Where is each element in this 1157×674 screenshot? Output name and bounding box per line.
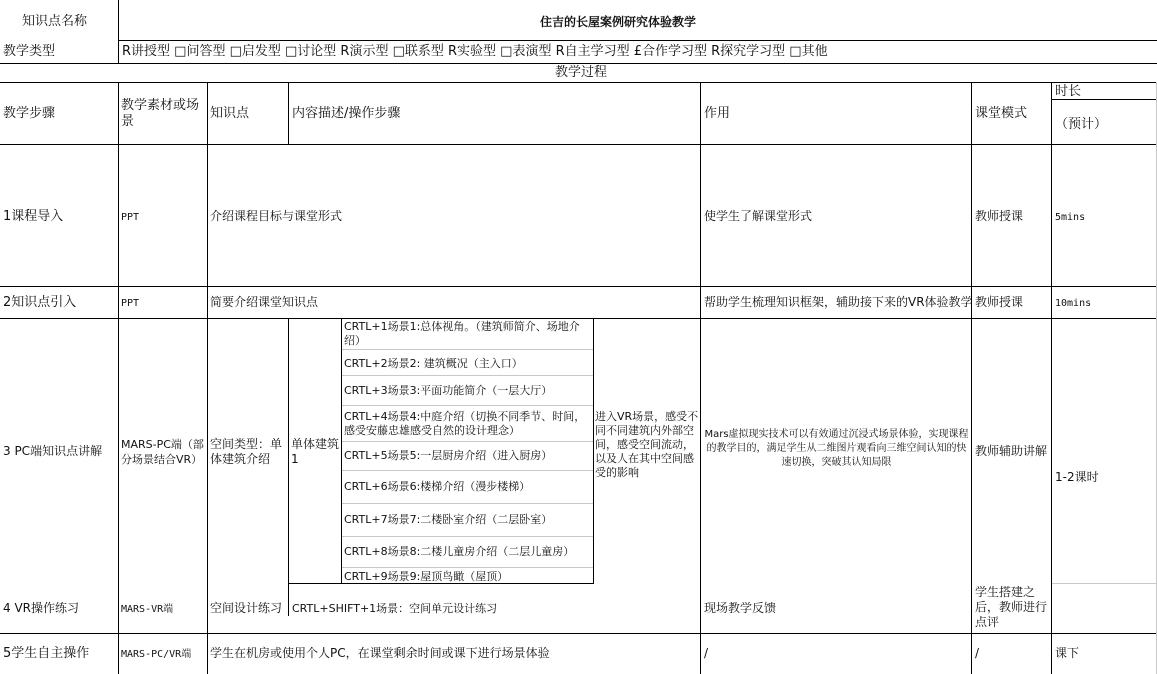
grid-line xyxy=(0,286,1157,287)
scene-item: CRTL+1场景1:总体视角。（建筑师简介、场地介绍） xyxy=(344,320,580,347)
grid-line xyxy=(288,318,289,616)
mode-cell: / xyxy=(975,646,980,660)
grid-line xyxy=(0,318,1157,319)
grid-line xyxy=(118,40,1157,41)
grid-line xyxy=(341,441,593,442)
grid-line xyxy=(118,0,119,64)
knowledge-cell: 空间设计练习 xyxy=(210,601,283,615)
scene-item: CRTL+3场景3:平面功能简介（一层大厅） xyxy=(344,384,553,397)
grid-line xyxy=(0,82,1157,83)
mode-cell: 学生搭建之后，教师进行点评 xyxy=(975,585,1048,629)
process-label: 教学过程 xyxy=(555,65,608,80)
duration-cell: 课下 xyxy=(1055,646,1080,660)
scene-item: CRTL+7场景7:二楼卧室介绍（二层卧室） xyxy=(344,513,553,526)
effect-cell: / xyxy=(704,646,709,660)
scene-note-cell: 进入VR场景，感受不同不同建筑内外部空间，感受空间流动，以及人在其中空间感受的影响 xyxy=(595,410,699,479)
effect-cell: 现场教学反馈 xyxy=(704,601,777,615)
grid-line xyxy=(971,82,972,674)
grid-line xyxy=(0,63,1157,64)
type-options: R讲授型 □问答型 □启发型 □讨论型 R演示型 □联系型 R实验型 □表演型 R自主学习型 £合作学习型 R探究学习型 □其他 xyxy=(122,44,828,59)
effect-cell: Mars虚拟现实技术可以有效通过沉浸式场景体验，实现课程的教学目的，满足学生从二维图片观看向三维空间认知的快速切换，突破其认知局限 xyxy=(704,429,969,468)
material-cell: PPT xyxy=(121,212,140,223)
effect-cell: 使学生了解课堂形式 xyxy=(704,209,813,223)
step-cell: 5学生自主操作 xyxy=(3,646,90,661)
col-duration: 时长 xyxy=(1055,84,1082,99)
grid-line xyxy=(341,349,593,350)
grid-line xyxy=(341,567,593,568)
sub-knowledge-cell: 单体建筑1 xyxy=(291,437,340,466)
material-cell: MARS-PC/VR端 xyxy=(121,649,192,660)
grid-line xyxy=(700,82,701,674)
grid-line xyxy=(1051,583,1157,584)
col-duration-note: （预计） xyxy=(1055,117,1108,132)
grid-line xyxy=(118,82,119,674)
grid-line xyxy=(341,405,593,406)
step-cell: 3 PC端知识点讲解 xyxy=(3,444,103,458)
grid-line xyxy=(0,144,1157,145)
material-cell: MARS-PC端（部分场景结合VR） xyxy=(121,438,204,466)
mode-cell: 教师授课 xyxy=(975,209,1024,223)
grid-line xyxy=(341,375,593,376)
knowledge-cell: 空间类型：单体建筑介绍 xyxy=(210,437,283,466)
content-cell: 学生在机房或使用个人PC，在课堂剩余时间或课下进行场景体验 xyxy=(210,646,550,660)
material-cell: MARS-VR端 xyxy=(121,604,174,615)
grid-line xyxy=(593,318,594,584)
col-mode: 课堂模式 xyxy=(975,106,1028,121)
col-effect: 作用 xyxy=(704,106,731,121)
content-cell: CRTL+SHIFT+1场景：空间单元设计练习 xyxy=(292,602,498,615)
mode-cell: 教师授课 xyxy=(975,295,1024,309)
col-knowledge: 知识点 xyxy=(210,106,250,121)
duration-cell: 1-2课时 xyxy=(1055,470,1099,484)
grid-line xyxy=(207,82,208,674)
grid-line xyxy=(341,470,593,471)
grid-line xyxy=(341,536,593,537)
grid-line xyxy=(341,503,593,504)
grid-line xyxy=(1051,82,1052,674)
name-label: 知识点名称 xyxy=(22,14,88,29)
type-label: 教学类型 xyxy=(3,44,56,59)
grid-line xyxy=(341,318,342,584)
effect-cell: 帮助学生梳理知识框架，辅助接下来的VR体验教学 xyxy=(704,295,973,309)
content-cell: 介绍课程目标与课堂形式 xyxy=(210,209,343,223)
scene-item: CRTL+4场景4:中庭介绍（切换不同季节、时间，感受安藤忠雄感受自然的设计理念） xyxy=(344,410,586,437)
col-step: 教学步骤 xyxy=(3,106,56,121)
content-cell: 简要介绍课堂知识点 xyxy=(210,295,319,309)
grid-line xyxy=(288,82,289,145)
mode-cell: 教师辅助讲解 xyxy=(975,444,1048,458)
step-cell: 4 VR操作练习 xyxy=(3,601,79,615)
scene-item: CRTL+6场景6:楼梯介绍（漫步楼梯） xyxy=(344,480,531,493)
col-material: 教学素材或场景 xyxy=(121,98,200,129)
duration-cell: 10mins xyxy=(1055,298,1092,309)
col-content: 内容描述/操作步骤 xyxy=(292,106,401,121)
duration-cell: 5mins xyxy=(1055,212,1086,223)
scene-item: CRTL+9场景9:屋顶鸟瞰（屋顶） xyxy=(344,570,509,583)
scene-item: CRTL+5场景5:一层厨房介绍（进入厨房） xyxy=(344,449,553,462)
step-cell: 2知识点引入 xyxy=(3,295,77,310)
scene-item: CRTL+2场景2: 建筑概况（主入口） xyxy=(344,357,523,370)
page-title: 住吉的长屋案例研究体验教学 xyxy=(540,15,697,29)
material-cell: PPT xyxy=(121,298,140,309)
scene-item: CRTL+8场景8:二楼儿童房介绍（二层儿童房） xyxy=(344,545,575,558)
step-cell: 1课程导入 xyxy=(3,209,64,224)
grid-line xyxy=(0,633,1157,634)
